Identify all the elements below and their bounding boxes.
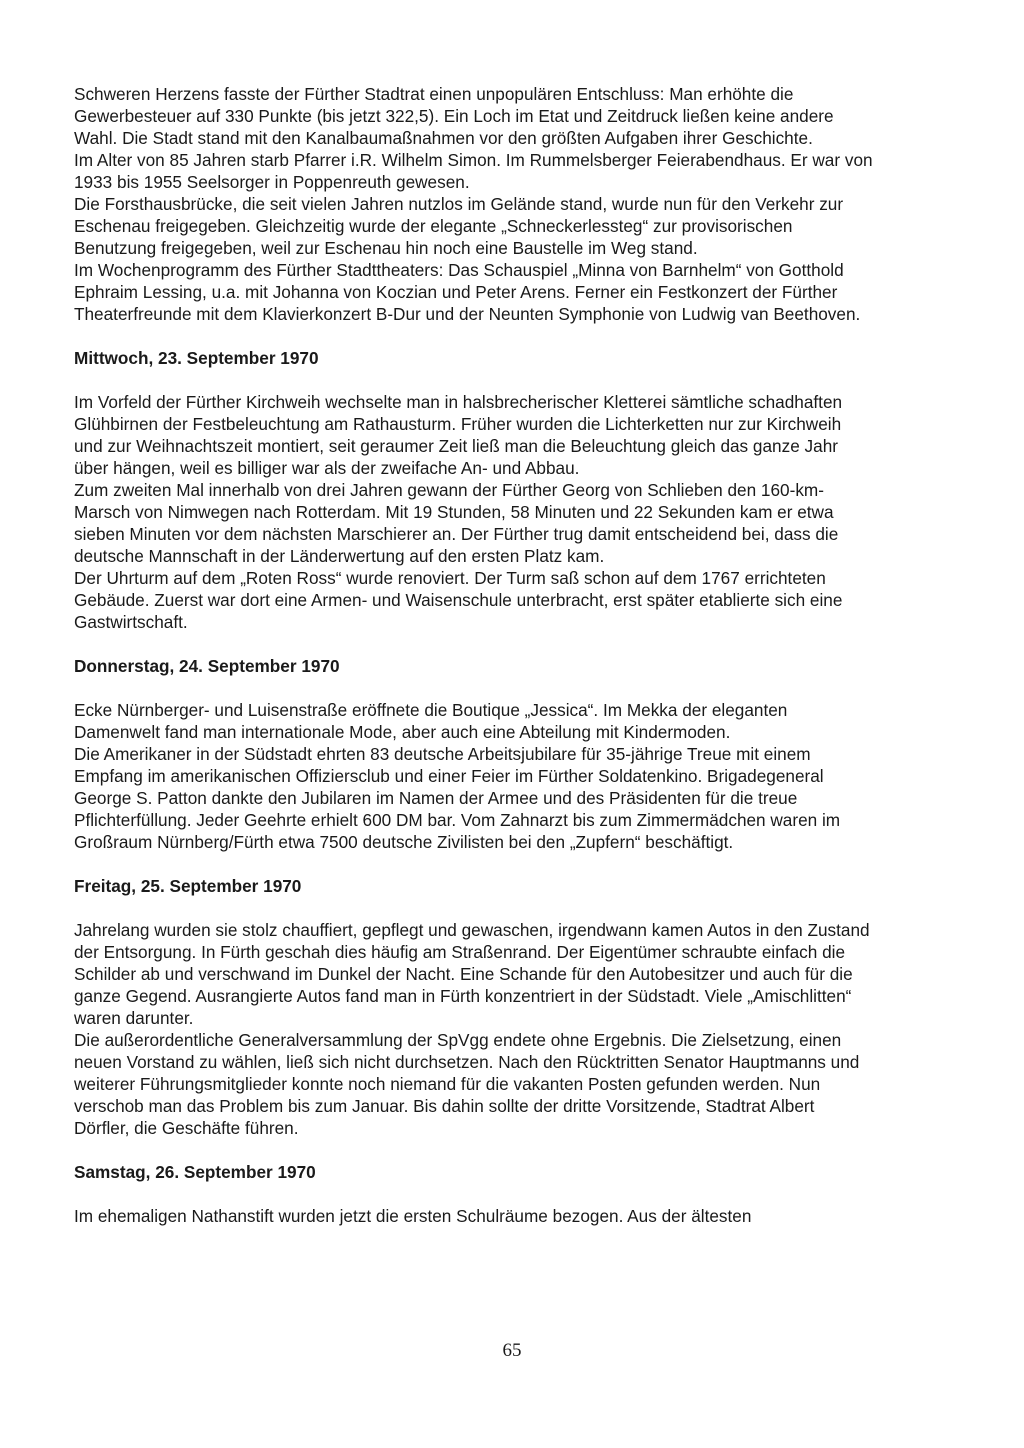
paragraph: Jahrelang wurden sie stolz chauffiert, gepflegt und gewaschen, irgendwann kamen Autos in den Zustand der Entsorgung. In Fürth geschah dies häufig am Straßenrand. Der Eigentümer schraubte einfach die Schilder ab und verschwand im Dunkel der Nacht. Eine Schande für den Autobesitzer und auch für die ganze Gegend. Ausrangierte Autos fand man in Fürth konzentriert in der Südstadt. Viele „Amischlitten“ waren darunter. [74,920,870,1028]
intro-block [74,83,874,325]
page-number: 65 [502,1340,522,1361]
paragraph: Im Wochenprogramm des Fürther Stadttheaters: Das Schauspiel „Minna von Barnhelm“ von Gotthold Ephraim Lessing, u.a. mit Johanna von Koczian und Peter Arens. Ferner ein Festkonzert der Fürther Theaterfreunde mit dem Klavierkonzert B-Dur und der Neunten Symphonie von Ludwig van Beethoven. [74,260,861,324]
paragraph: Die Amerikaner in der Südstadt ehrten 83 deutsche Arbeitsjubilare für 35-jährige Treue mit einem Empfang im amerikanischen Offiziersclub und einer Feier im Fürther Soldatenkino. Brigadegeneral George S. Patton dankte den Jubilaren im Namen der Armee und des Präsidenten für die treue Pflichterfüllung. Jeder Geehrte erhielt 600 DM bar. Vom Zahnarzt bis zum Zimmermädchen waren im Großraum Nürnberg/Fürth etwa 7500 deutsche Zivilisten bei den „Zupfern“ beschäftigt. [74,744,841,852]
paragraph: Schweren Herzens fasste der Fürther Stadtrat einen unpopulären Entschluss: Man erhöhte die Gewerbesteuer auf 330 Punkte (bis jetzt 322,5). Ein Loch im Etat und Zeitdruck ließen keine andere Wahl. Die Stadt stand mit den Kanalbaumaßnahmen vor den größten Aufgaben ihrer Geschichte. [74,84,834,148]
section-body-wednesday [74,391,874,633]
section-heading-saturday: Samstag, 26. September 1970 [74,1162,316,1182]
section-heading-wednesday: Mittwoch, 23. September 1970 [74,348,319,368]
paragraph: Ecke Nürnberger- und Luisenstraße eröffnete die Boutique „Jessica“. Im Mekka der eleganten Damenwelt fand man internationale Mode, aber auch eine Abteilung mit Kindermoden. [74,700,788,742]
paragraph: Im Vorfeld der Fürther Kirchweih wechselte man in halsbrecherischer Kletterei sämtliche schadhaften Glühbirnen der Festbeleuchtung am Rathausturm. Früher wurden die Lichterketten nur zur Kirchweih und zur Weihnachtszeit montiert, seit geraumer Zeit ließ man die Beleuchtung gleich das ganze Jahr über hängen, weil es billiger war als der zweifache An- und Abbau. [74,392,843,478]
section-body-saturday [74,1205,874,1227]
paragraph: Der Uhrturm auf dem „Roten Ross“ wurde renoviert. Der Turm saß schon auf dem 1767 errichteten Gebäude. Zuerst war dort eine Armen- und Waisenschule unterbracht, erst später etablierte sich eine Gastwirtschaft. [74,568,843,632]
section-body-friday [74,919,874,1139]
paragraph: Im Alter von 85 Jahren starb Pfarrer i.R. Wilhelm Simon. Im Rummelsberger Feierabendhaus. Er war von 1933 bis 1955 Seelsorger in Poppenreuth gewesen. [74,150,873,192]
paragraph: Die außerordentliche Generalversammlung der SpVgg endete ohne Ergebnis. Die Zielsetzung, einen neuen Vorstand zu wählen, ließ sich nicht durchsetzen. Nach den Rücktritten Senator Hauptmanns und weiterer Führungsmitglieder konnte noch niemand für die vakanten Posten gefunden werden. Nun verschob man das Problem bis zum Januar. Bis dahin sollte der dritte Vorsitzende, Stadtrat Albert Dörfler, die Geschäfte führen. [74,1030,860,1138]
section-heading-thursday: Donnerstag, 24. September 1970 [74,656,340,676]
paragraph: Zum zweiten Mal innerhalb von drei Jahren gewann der Fürther Georg von Schlieben den 160-km-Marsch von Nimwegen nach Rotterdam. Mit 19 Stunden, 58 Minuten und 22 Sekunden kam er etwa sieben Minuten vor dem nächsten Marschierer an. Der Fürther trug damit entscheidend bei, dass die deutsche Mannschaft in der Länderwertung auf den ersten Platz kam. [74,480,839,566]
document-page [74,83,874,1227]
section-body-thursday [74,699,874,853]
paragraph: Im ehemaligen Nathanstift wurden jetzt die ersten Schulräume bezogen. Aus der ältesten [74,1206,752,1226]
section-heading-friday: Freitag, 25. September 1970 [74,876,302,896]
paragraph: Die Forsthausbrücke, die seit vielen Jahren nutzlos im Gelände stand, wurde nun für den Verkehr zur Eschenau freigegeben. Gleichzeitig wurde der elegante „Schneckerlessteg“ zur provisorischen Benutzung freigegeben, weil zur Eschenau hin noch eine Baustelle im Weg stand. [74,194,844,258]
